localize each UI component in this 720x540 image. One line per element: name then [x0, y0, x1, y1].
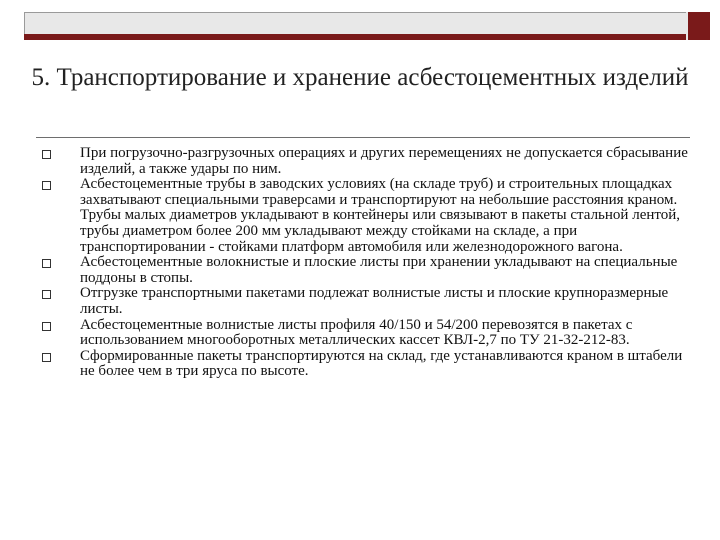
square-bullet-icon: [42, 259, 51, 268]
bullet-item: [38, 318, 698, 349]
bullet-item: [38, 146, 698, 177]
bullet-text: При погрузочно-разгрузочных операциях и других перемещениях не допускается сбрасывание изделий, а также удары по ним.: [80, 145, 688, 177]
bullet-text: Асбестоцементные волнистые листы профиля 40/150 и 54/200 перевозятся в пакетах с использованием многооборотных металлических кассет КВЛ-2,7 по ТУ 21-32-212-83.: [80, 316, 633, 349]
bullet-text: Асбестоцементные волокнистые и плоские листы при хранении укладывают на специальные поддоны в стопы.: [80, 254, 678, 286]
bullet-text: Отгрузке транспортными пакетами подлежат волнистые листы и плоские крупноразмерные листы.: [80, 285, 669, 317]
square-bullet-icon: [42, 150, 51, 159]
square-bullet-icon: [42, 322, 51, 331]
bullet-item: [38, 177, 698, 255]
title-divider: [36, 137, 690, 138]
header-corner-block: [686, 12, 710, 40]
bullet-item: [38, 286, 698, 317]
bullet-item: [38, 349, 698, 380]
bullet-text: Сформированные пакеты транспортируются на склад, где устанавливаются краном в штабели не более чем в три яруса по высоте.: [80, 347, 683, 380]
square-bullet-icon: [42, 290, 51, 299]
header-accent-stripe: [24, 34, 710, 40]
bullet-text: Асбестоцементные трубы в заводских условиях (на складе труб) и строительных площадках захватывают специальными траверсами и транспортируют на небольшие расстояния краном. Трубы малых диаметров укладывают в контейнеры или связывают в пакеты стальной лентой, трубы диаметром более 200 мм укладывают между стойками на складе, а при транспортировании - стойками платформ автомобиля или железнодорожного вагона.: [80, 176, 681, 255]
bullet-item: [38, 255, 698, 286]
square-bullet-icon: [42, 353, 51, 362]
square-bullet-icon: [42, 181, 51, 190]
bullet-list: [38, 146, 698, 380]
slide-title: 5. Транспортирование и хранение асбестоцементных изделий: [31, 64, 689, 91]
